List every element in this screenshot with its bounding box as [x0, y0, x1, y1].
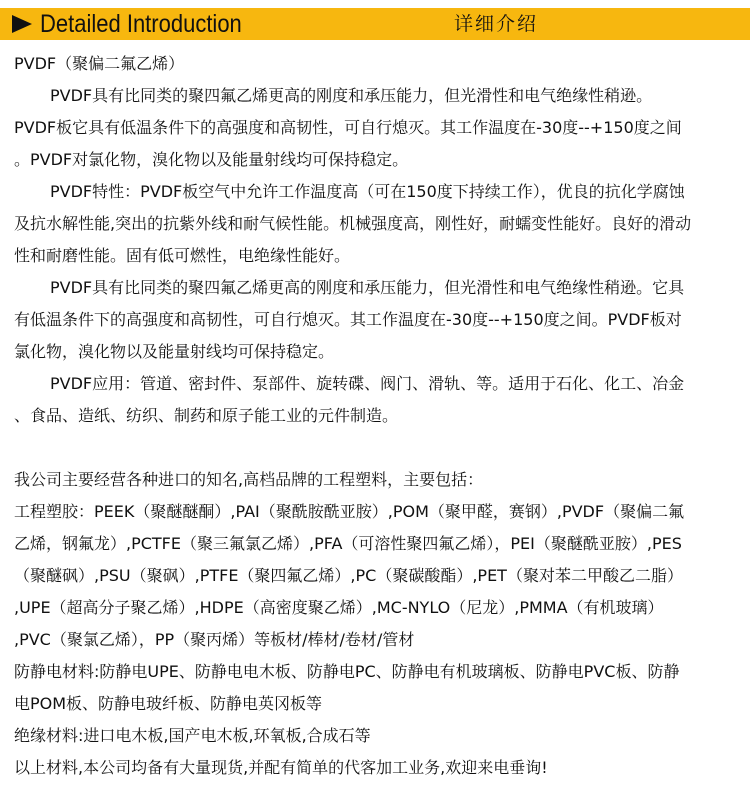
header-bar	[0, 8, 750, 40]
play-triangle-icon	[12, 15, 32, 33]
paragraph-line: 。PVDF对氯化物，溴化物以及能量射线均可保持稳定。	[14, 150, 409, 169]
product-name-line: PVDF（聚偏二氟乙烯）	[14, 54, 185, 73]
paragraph-line: 性和耐磨性能。固有低可燃性，电绝缘性能好。	[14, 246, 351, 265]
blank-line	[14, 432, 736, 464]
materials-list-line: （聚醚砜）,PSU（聚砜）,PTFE（聚四氟乙烯）,PC（聚碳酸酯）,PET（聚对苯二甲酸乙二脂）	[14, 566, 683, 585]
paragraph-line: 、食品、造纸、纺织、制药和原子能工业的元件制造。	[14, 406, 399, 425]
paragraph-line: PVDF应用：管道、密封件、泵部件、旋转碟、阀门、滑轨、等。适用于石化、化工、冶金	[50, 374, 685, 393]
paragraph-line: 有低温条件下的高强度和高韧性，可自行熄灭。其工作温度在-30度--+150度之间。PVDF板对	[14, 310, 682, 329]
paragraph-line: PVDF特性：PVDF板空气中允许工作温度高（可在150度下持续工作），优良的抗化学腐蚀	[50, 182, 685, 201]
materials-list-line: ,PVC（聚氯乙烯），PP（聚丙烯）等板材/棒材/卷材/管材	[14, 630, 415, 649]
antistatic-materials-line: 防静电材料:防静电UPE、防静电电木板、防静电PC、防静电有机玻璃板、防静电PVC板、防静	[14, 662, 680, 681]
insulation-materials-line: 绝缘材料:进口电木板,国产电木板,环氧板,合成石等	[14, 726, 371, 745]
materials-list-line: 乙烯，钢氟龙）,PCTFE（聚三氟氯乙烯）,PFA（可溶性聚四氟乙烯），PEI（聚醚酰亚胺）,PES	[14, 534, 682, 553]
paragraph-line: PVDF具有比同类的聚四氟乙烯更高的刚度和承压能力，但光滑性和电气绝缘性稍逊。	[50, 86, 653, 105]
header-title-en: Detailed Introduction	[40, 10, 242, 38]
paragraph-line: 氯化物，溴化物以及能量射线均可保持稳定。	[14, 342, 335, 361]
paragraph-line: PVDF板它具有低温条件下的高强度和高韧性，可自行熄灭。其工作温度在-30度--+150度之间	[14, 118, 682, 137]
materials-list-line: ,UPE（超高分子聚乙烯）,HDPE（高密度聚乙烯）,MC-NYLO（尼龙）,PMMA（有机玻璃）	[14, 598, 664, 617]
header-title-cn: 详细介绍	[454, 13, 539, 35]
company-intro-line: 我公司主要经营各种进口的知名,高档品牌的工程塑料，主要包括：	[14, 470, 484, 489]
paragraph-line: 及抗水解性能,突出的抗紫外线和耐气候性能。机械强度高，刚性好，耐蠕变性能好。良好的滑动	[14, 214, 692, 233]
materials-list-line: 工程塑胶：PEEK（聚醚醚酮）,PAI（聚酰胺酰亚胺）,POM（聚甲醛，赛钢）,PVDF（聚偏二氟	[14, 502, 685, 521]
intro-text-block	[14, 48, 736, 784]
stock-note-line: 以上材料,本公司均备有大量现货,并配有简单的代客加工业务,欢迎来电垂询!	[14, 758, 548, 777]
antistatic-materials-line: 电POM板、防静电玻纤板、防静电英冈板等	[14, 694, 323, 713]
paragraph-line: PVDF具有比同类的聚四氟乙烯更高的刚度和承压能力，但光滑性和电气绝缘性稍逊。它具	[50, 278, 685, 297]
